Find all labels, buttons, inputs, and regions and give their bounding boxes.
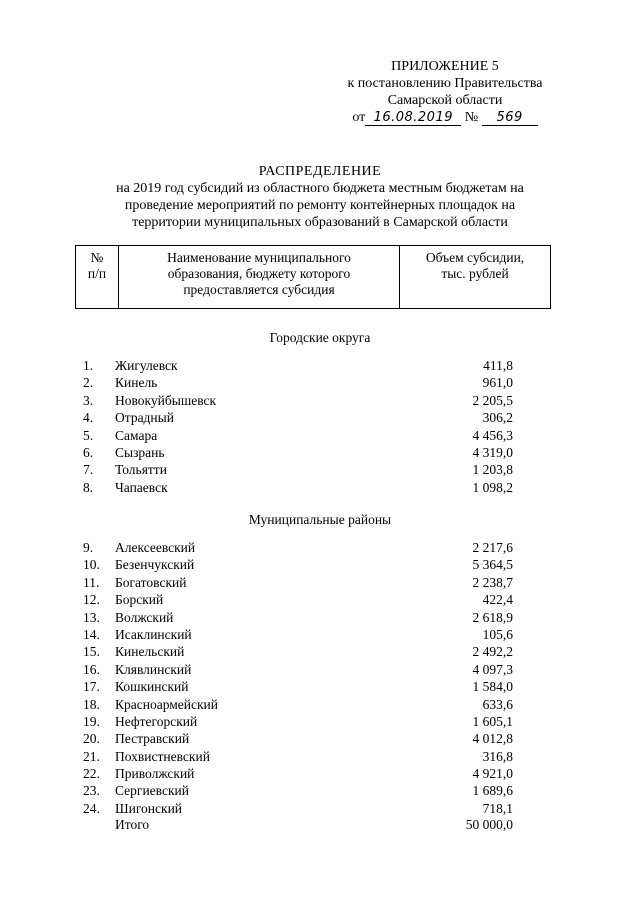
date-prefix: от bbox=[352, 110, 366, 125]
row-number: 11. bbox=[83, 574, 100, 590]
table-row bbox=[83, 556, 513, 573]
municipality-name: Новокуйбышевск bbox=[115, 392, 217, 408]
table-row bbox=[83, 357, 513, 374]
appendix-region-line: Самарской области bbox=[387, 93, 503, 108]
municipality-name: Исаклинский bbox=[115, 626, 192, 642]
municipality-name: Кинельский bbox=[115, 644, 185, 660]
appendix-date-line bbox=[340, 109, 550, 126]
table-row bbox=[83, 800, 513, 817]
municipality-name: Сызрань bbox=[115, 444, 165, 460]
table-row bbox=[83, 696, 513, 713]
appendix-decree-line: к постановлению Правительства bbox=[347, 76, 543, 91]
table-row bbox=[83, 626, 513, 643]
table-row bbox=[83, 591, 513, 608]
row-number: 3. bbox=[83, 392, 94, 408]
subsidy-amount: 5 364,5 bbox=[472, 557, 513, 573]
document-title bbox=[60, 163, 580, 231]
table-row bbox=[83, 643, 513, 660]
municipality-name: Пестравский bbox=[115, 731, 190, 747]
subsidy-amount: 105,6 bbox=[482, 626, 513, 642]
header-name-line-1: Наименование муниципального bbox=[167, 250, 351, 265]
subsidy-amount: 316,8 bbox=[482, 748, 513, 764]
row-number: 18. bbox=[83, 696, 100, 712]
subsidy-amount: 1 605,1 bbox=[472, 713, 513, 729]
row-number: 16. bbox=[83, 661, 100, 677]
subsidy-amount: 422,4 bbox=[482, 592, 513, 608]
subsidy-amount: 4 012,8 bbox=[472, 731, 513, 747]
subsidy-amount: 2 618,9 bbox=[472, 609, 513, 625]
municipality-name: Сергиевский bbox=[115, 783, 189, 799]
table-row bbox=[83, 730, 513, 747]
municipality-name: Чапаевск bbox=[115, 479, 168, 495]
subsidy-amount: 4 921,0 bbox=[472, 766, 513, 782]
section-title-urban: Городские округа bbox=[269, 330, 371, 345]
header-name-line-3: предоставляется субсидия bbox=[183, 282, 335, 297]
number-prefix: № bbox=[464, 110, 479, 125]
municipality-name: Отрадный bbox=[115, 410, 174, 426]
appendix-block bbox=[340, 58, 550, 126]
title-line-1: на 2019 год субсидий из областного бюджета местным бюджетам на bbox=[116, 181, 524, 196]
table-row bbox=[83, 409, 513, 426]
title-line-2: проведение мероприятий по ремонту контейнерных площадок на bbox=[124, 198, 516, 213]
table-row bbox=[83, 374, 513, 391]
row-number: 9. bbox=[83, 540, 94, 555]
subsidy-amount: 4 456,3 bbox=[472, 427, 513, 443]
total-row bbox=[115, 816, 513, 833]
row-number: 7. bbox=[83, 462, 94, 478]
subsidy-amount: 633,6 bbox=[482, 696, 513, 712]
row-number: 4. bbox=[83, 410, 94, 426]
row-number: 20. bbox=[83, 731, 100, 747]
subsidy-amount: 1 098,2 bbox=[472, 479, 513, 495]
municipality-name: Красноармейский bbox=[115, 696, 219, 712]
municipality-name: Нефтегорский bbox=[115, 713, 198, 729]
header-name-line-2: образования, бюджету которого bbox=[167, 266, 351, 281]
table-row bbox=[83, 713, 513, 730]
subsidy-amount: 1 689,6 bbox=[472, 783, 513, 799]
municipality-name: Приволжский bbox=[115, 766, 195, 782]
table-row bbox=[83, 479, 513, 496]
municipality-name: Шигонский bbox=[115, 800, 183, 816]
municipality-name: Кошкинский bbox=[115, 679, 189, 695]
header-col-number bbox=[76, 246, 119, 309]
row-number: 19. bbox=[83, 713, 100, 729]
subsidy-amount: 2 238,7 bbox=[472, 574, 513, 590]
row-number: 10. bbox=[83, 557, 100, 573]
row-number: 8. bbox=[83, 479, 94, 495]
municipality-name: Клявлинский bbox=[115, 661, 192, 677]
handwritten-date: 16.08.2019 bbox=[365, 111, 461, 126]
subsidy-amount: 961,0 bbox=[482, 375, 513, 391]
municipal-district-list bbox=[83, 539, 513, 817]
subsidy-amount: 1 584,0 bbox=[472, 679, 513, 695]
municipality-name: Жигулевск bbox=[115, 358, 178, 373]
subsidy-amount: 718,1 bbox=[482, 800, 513, 816]
municipality-name: Алексеевский bbox=[115, 540, 196, 555]
table-row bbox=[83, 444, 513, 461]
handwritten-number: 569 bbox=[482, 111, 538, 126]
subsidy-amount: 4 319,0 bbox=[472, 444, 513, 460]
table-row bbox=[83, 427, 513, 444]
table-row bbox=[83, 765, 513, 782]
municipality-name: Похвистневский bbox=[115, 748, 210, 764]
total-amount: 50 000,0 bbox=[465, 817, 513, 832]
table-row bbox=[83, 748, 513, 765]
row-number: 2. bbox=[83, 375, 94, 391]
row-number: 15. bbox=[83, 644, 100, 660]
header-pp: п/п bbox=[87, 266, 107, 281]
subsidy-amount: 306,2 bbox=[482, 410, 513, 426]
row-number: 12. bbox=[83, 592, 100, 608]
subsidy-amount: 2 492,2 bbox=[472, 644, 513, 660]
table-row bbox=[83, 461, 513, 478]
header-number-sign: № bbox=[90, 250, 104, 265]
municipality-name: Самара bbox=[115, 427, 158, 443]
municipality-name: Тольятти bbox=[115, 462, 167, 478]
table-row bbox=[83, 782, 513, 799]
row-number: 17. bbox=[83, 679, 100, 695]
table-row bbox=[83, 678, 513, 695]
table-row bbox=[83, 661, 513, 678]
header-amount-line-2: тыс. рублей bbox=[441, 266, 509, 281]
row-number: 22. bbox=[83, 766, 100, 782]
table-row bbox=[83, 574, 513, 591]
title-heading: РАСПРЕДЕЛЕНИЕ bbox=[258, 164, 382, 179]
appendix-title: ПРИЛОЖЕНИЕ 5 bbox=[391, 59, 499, 74]
table-row bbox=[83, 392, 513, 409]
urban-district-list bbox=[83, 357, 513, 496]
table-row bbox=[83, 609, 513, 626]
row-number: 24. bbox=[83, 800, 100, 816]
row-number: 21. bbox=[83, 748, 100, 764]
subsidy-amount: 1 203,8 bbox=[472, 462, 513, 478]
table-header bbox=[75, 245, 551, 309]
municipality-name: Борский bbox=[115, 592, 164, 608]
municipality-name: Безенчукский bbox=[115, 557, 195, 573]
row-number: 14. bbox=[83, 626, 100, 642]
subsidy-amount: 411,8 bbox=[483, 358, 513, 373]
total-label: Итого bbox=[115, 817, 150, 832]
header-col-amount bbox=[400, 246, 551, 309]
municipality-name: Кинель bbox=[115, 375, 158, 391]
header-amount-line-1: Объем субсидии, bbox=[425, 250, 525, 265]
row-number: 13. bbox=[83, 609, 100, 625]
row-number: 1. bbox=[83, 358, 94, 373]
header-col-name bbox=[119, 246, 400, 309]
subsidy-amount: 4 097,3 bbox=[472, 661, 513, 677]
subsidy-amount: 2 217,6 bbox=[472, 540, 513, 555]
row-number: 23. bbox=[83, 783, 100, 799]
row-number: 5. bbox=[83, 427, 94, 443]
section-title-municipal: Муниципальные районы bbox=[248, 512, 392, 527]
municipality-name: Волжский bbox=[115, 609, 174, 625]
subsidy-amount: 2 205,5 bbox=[472, 392, 513, 408]
municipality-name: Богатовский bbox=[115, 574, 187, 590]
row-number: 6. bbox=[83, 444, 94, 460]
table-row bbox=[83, 539, 513, 556]
title-line-3: территории муниципальных образований в Самарской области bbox=[132, 215, 508, 230]
